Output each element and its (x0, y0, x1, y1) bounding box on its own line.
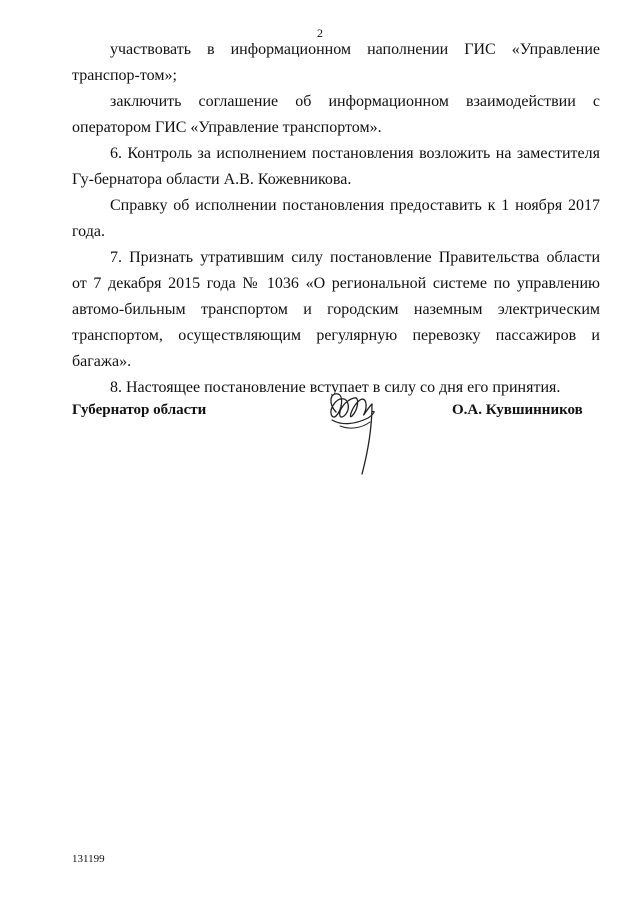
paragraph-agreement: заключить соглашение об информационном взаимодействии с оператором ГИС «Управление транспортом». (72, 93, 600, 136)
paragraph-report: Справку об исполнении постановления предоставить к 1 ноября 2017 года. (72, 197, 600, 240)
handwritten-signature (322, 382, 386, 478)
signatory-name: О.А. Кувшинников (452, 402, 583, 418)
paragraph-item-7: 7. Признать утратившим силу постановление Правительства области от 7 декабря 2015 года № 1036 «О региональной системе по управлению автомо-бильным транспортом и городским наземным электрическим транспортом, осуществляющим регулярную перевозку пассажиров и багажа». (72, 249, 600, 370)
signatory-title: Губернатор области (72, 402, 207, 418)
document-body (72, 37, 600, 401)
document-code: 131199 (72, 853, 105, 865)
paragraph-participate: участвовать в информационном наполнении ГИС «Управление транспор-том»; (72, 41, 600, 84)
paragraph-item-6: 6. Контроль за исполнением постановления возложить на заместителя Гу-бернатора области А.В. Кожевникова. (72, 145, 600, 188)
paragraph-item-8: 8. Настоящее постановление вступает в силу со дня его принятия. (110, 379, 561, 396)
page-number: 2 (317, 26, 323, 40)
